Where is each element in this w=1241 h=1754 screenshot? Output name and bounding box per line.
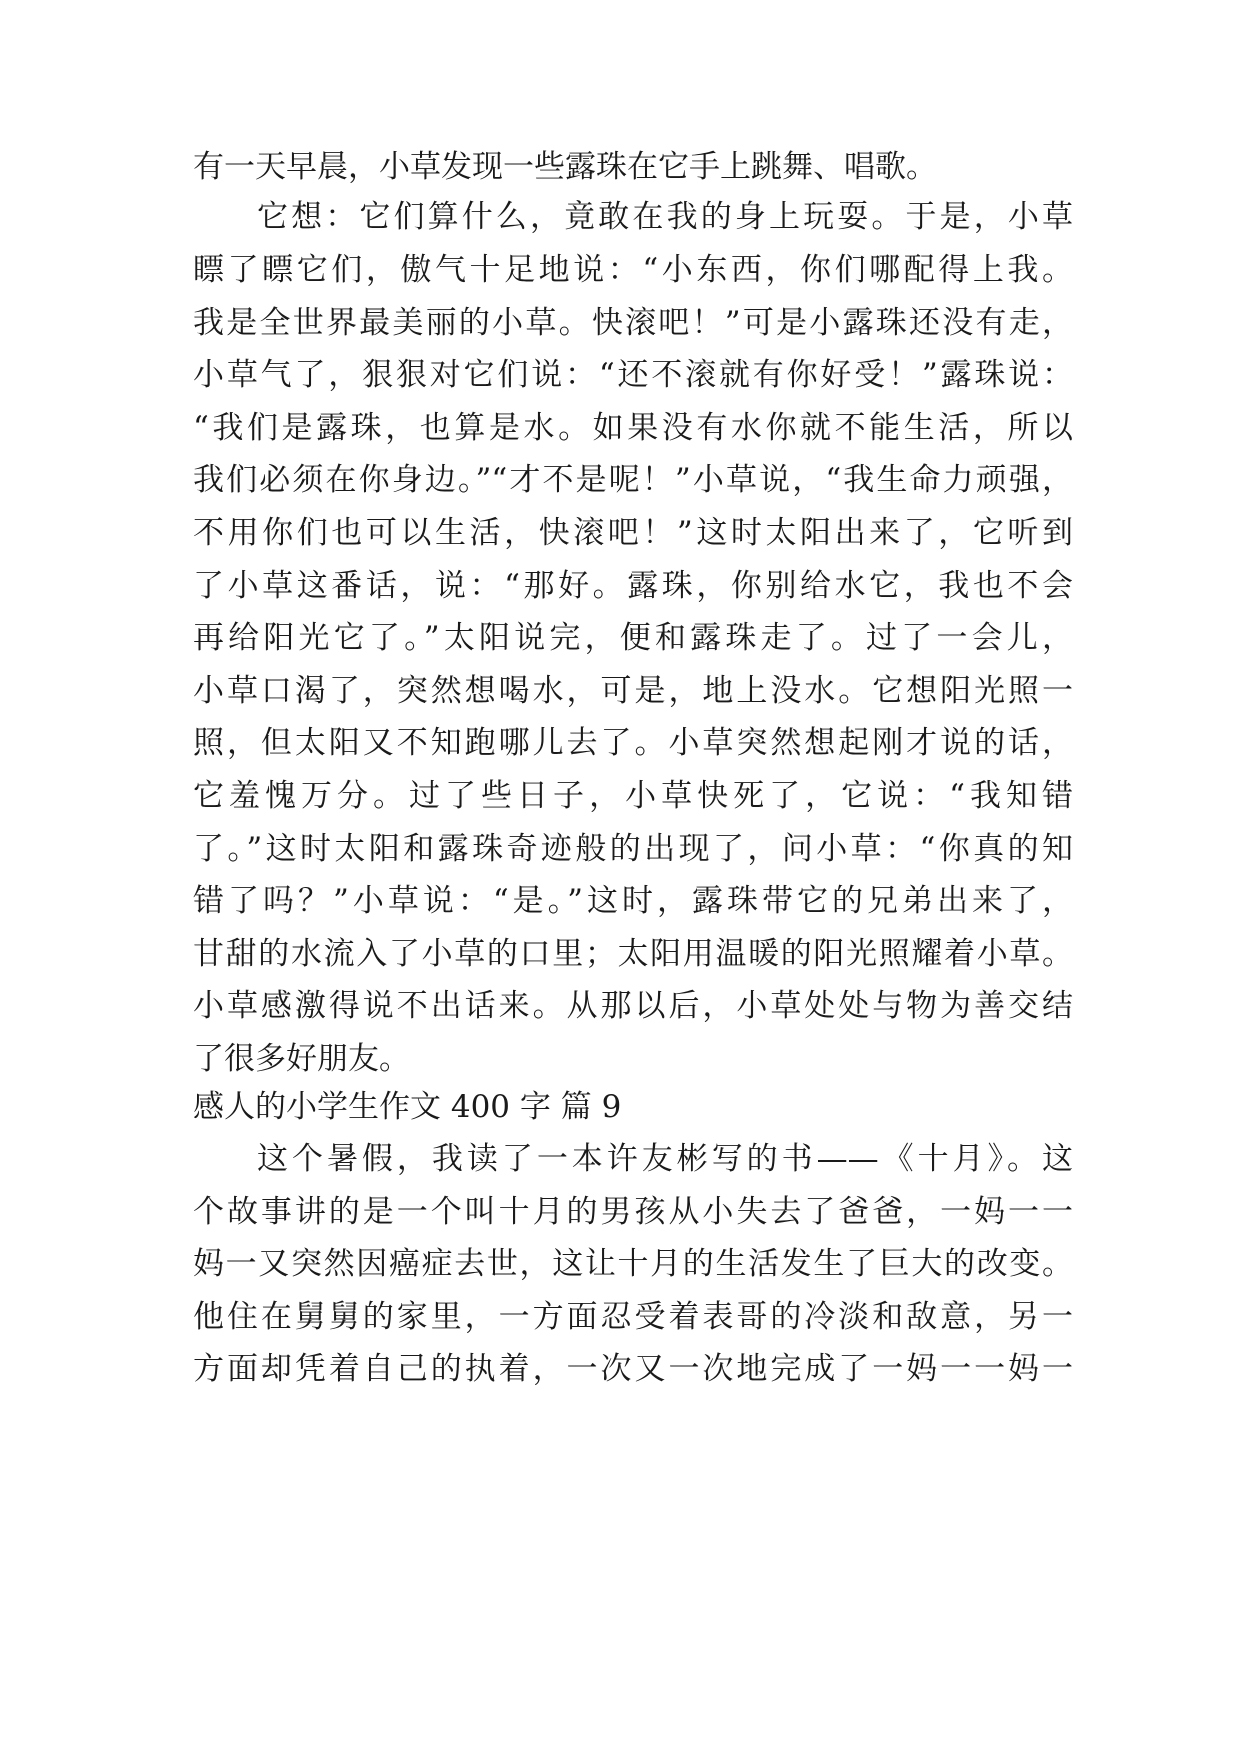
- section-heading: 感人的小学生作文 400 字 篇 9: [193, 1089, 622, 1125]
- paragraph-line: 他住在舅舅的家里，一方面忍受着表哥的冷淡和敌意，另一: [193, 1299, 1073, 1335]
- paragraph-line: 了。”这时太阳和露珠奇迹般的出现了，问小草：“你真的知: [193, 831, 1073, 867]
- paragraph-line: 它想：它们算什么，竟敢在我的身上玩耍。于是，小草: [257, 199, 1073, 235]
- paragraph-line: 了很多好朋友。: [193, 1041, 410, 1077]
- paragraph-line: 照，但太阳又不知跑哪儿去了。小草突然想起刚才说的话，: [193, 725, 1073, 761]
- paragraph-line: 再给阳光它了。”太阳说完，便和露珠走了。过了一会儿，: [193, 620, 1073, 656]
- paragraph-line: 方面却凭着自己的执着，一次又一次地完成了一妈一一妈一: [193, 1351, 1073, 1387]
- paragraph-line: 有一天早晨，小草发现一些露珠在它手上跳舞、唱歌。: [193, 149, 937, 185]
- paragraph-line: 我是全世界最美丽的小草。快滚吧！”可是小露珠还没有走，: [193, 305, 1073, 341]
- paragraph-line: 妈一又突然因癌症去世，这让十月的生活发生了巨大的改变。: [193, 1246, 1073, 1282]
- paragraph-line: 瞟了瞟它们，傲气十足地说：“小东西，你们哪配得上我。: [193, 252, 1073, 288]
- paragraph-line: 我们必须在你身边。”“才不是呢！”小草说，“我生命力顽强，: [193, 462, 1073, 498]
- paragraph-line: 这个暑假，我读了一本许友彬写的书——《十月》。这: [257, 1141, 1073, 1177]
- paragraph-line: 了小草这番话，说：“那好。露珠，你别给水它，我也不会: [193, 568, 1073, 604]
- paragraph-line: 它羞愧万分。过了些日子，小草快死了，它说：“我知错: [193, 778, 1073, 814]
- paragraph-line: 不用你们也可以生活，快滚吧！”这时太阳出来了，它听到: [193, 515, 1073, 551]
- paragraph-line: 错了吗？”小草说：“是。”这时，露珠带它的兄弟出来了，: [193, 883, 1073, 919]
- paragraph-line: 甘甜的水流入了小草的口里；太阳用温暖的阳光照耀着小草。: [193, 936, 1073, 972]
- paragraph-line: “我们是露珠，也算是水。如果没有水你就不能生活，所以: [193, 410, 1073, 446]
- paragraph-line: 个故事讲的是一个叫十月的男孩从小失去了爸爸，一妈一一: [193, 1194, 1073, 1230]
- paragraph-line: 小草口渴了，突然想喝水，可是，地上没水。它想阳光照一: [193, 673, 1073, 709]
- paragraph-line: 小草感激得说不出话来。从那以后，小草处处与物为善交结: [193, 988, 1073, 1024]
- paragraph-line: 小草气了，狠狠对它们说：“还不滚就有你好受！”露珠说：: [193, 357, 1073, 393]
